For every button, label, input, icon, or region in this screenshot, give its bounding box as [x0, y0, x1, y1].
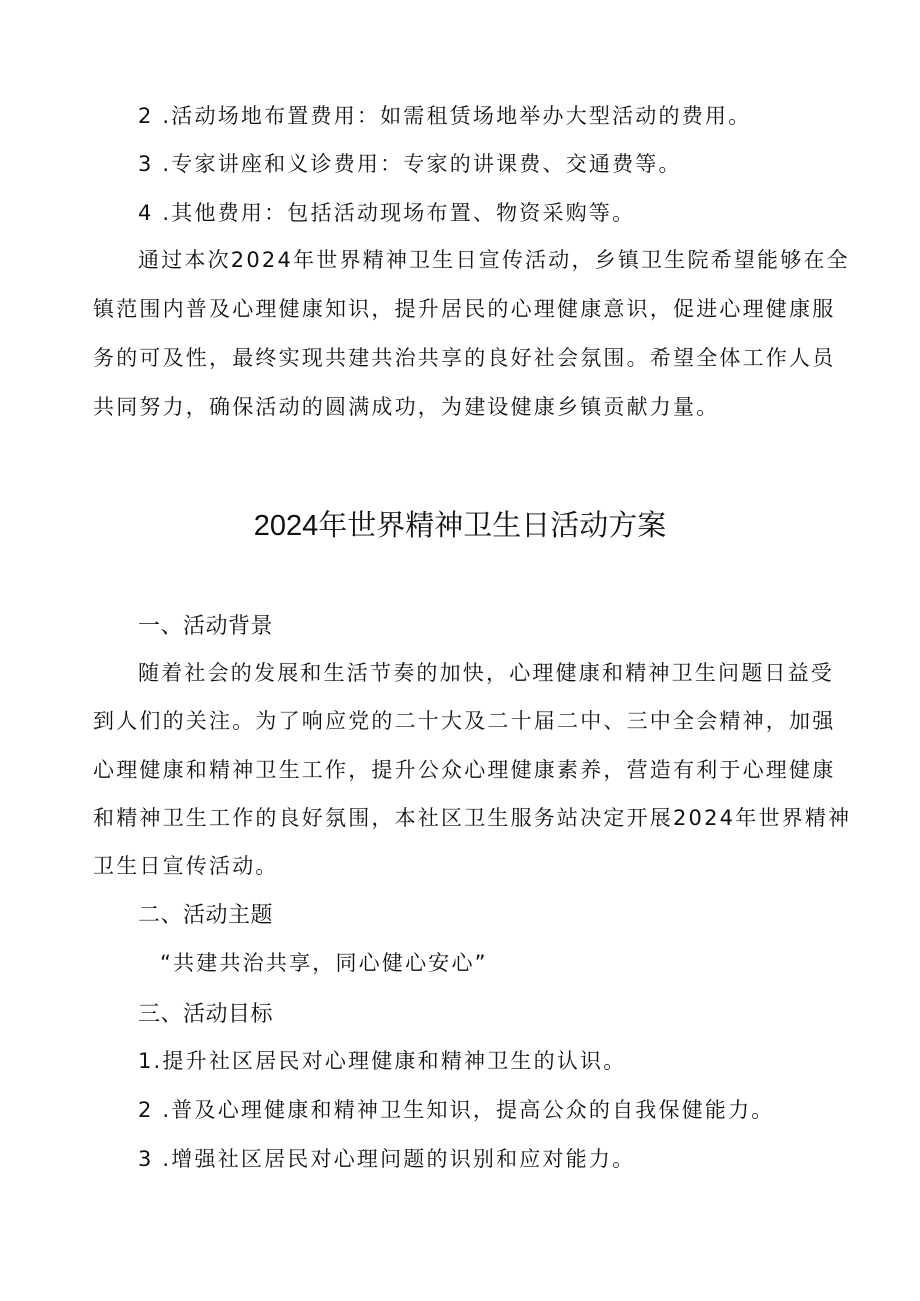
- document-title: 2024年世界精神卫生日活动方案: [253, 510, 667, 542]
- background-paragraph-line: 和精神卫生工作的良好氛围，本社区卫生服务站决定开展2024年世界精神: [93, 806, 852, 830]
- activity-theme-quote: “共建共治共享，同心健心安心”: [160, 951, 488, 975]
- budget-item-4: 4 .其他费用：包括活动现场布置、物资采购等。: [138, 201, 636, 225]
- closing-paragraph-line: 通过本次2024年世界精神卫生日宣传活动，乡镇卫生院希望能够在全: [138, 248, 850, 272]
- goal-item-3: 3 .增强社区居民对心理问题的识别和应对能力。: [138, 1147, 636, 1171]
- background-paragraph-line: 卫生日宣传活动。: [93, 854, 279, 878]
- closing-paragraph-line: 务的可及性，最终实现共建共治共享的良好社会氛围。希望全体工作人员: [93, 346, 836, 370]
- budget-item-3: 3 .专家讲座和义诊费用：专家的讲课费、交通费等。: [138, 152, 682, 176]
- closing-paragraph-line: 镇范围内普及心理健康知识，提升居民的心理健康意识，促进心理健康服: [93, 297, 836, 321]
- background-paragraph-line: 随着社会的发展和生活节奏的加快，心理健康和精神卫生问题日益受: [138, 661, 834, 685]
- budget-item-2: 2 .活动场地布置费用：如需租赁场地举办大型活动的费用。: [138, 104, 752, 128]
- background-paragraph-line: 到人们的关注。为了响应党的二十大及二十届二中、三中全会精神，加强: [93, 709, 836, 733]
- goal-item-2: 2 .普及心理健康和精神卫生知识，提高公众的自我保健能力。: [138, 1098, 775, 1122]
- closing-paragraph-line: 共同努力，确保活动的圆满成功，为建设健康乡镇贡献力量。: [93, 395, 720, 419]
- background-paragraph-line: 心理健康和精神卫生工作，提升公众心理健康素养，营造有利于心理健康: [93, 758, 836, 782]
- section-heading-theme: 二、活动主题: [138, 902, 274, 927]
- section-heading-goals: 三、活动目标: [138, 1001, 274, 1026]
- goal-item-1: 1.提升社区居民对心理健康和精神卫生的认识。: [138, 1049, 627, 1073]
- section-heading-background: 一、活动背景: [138, 613, 274, 638]
